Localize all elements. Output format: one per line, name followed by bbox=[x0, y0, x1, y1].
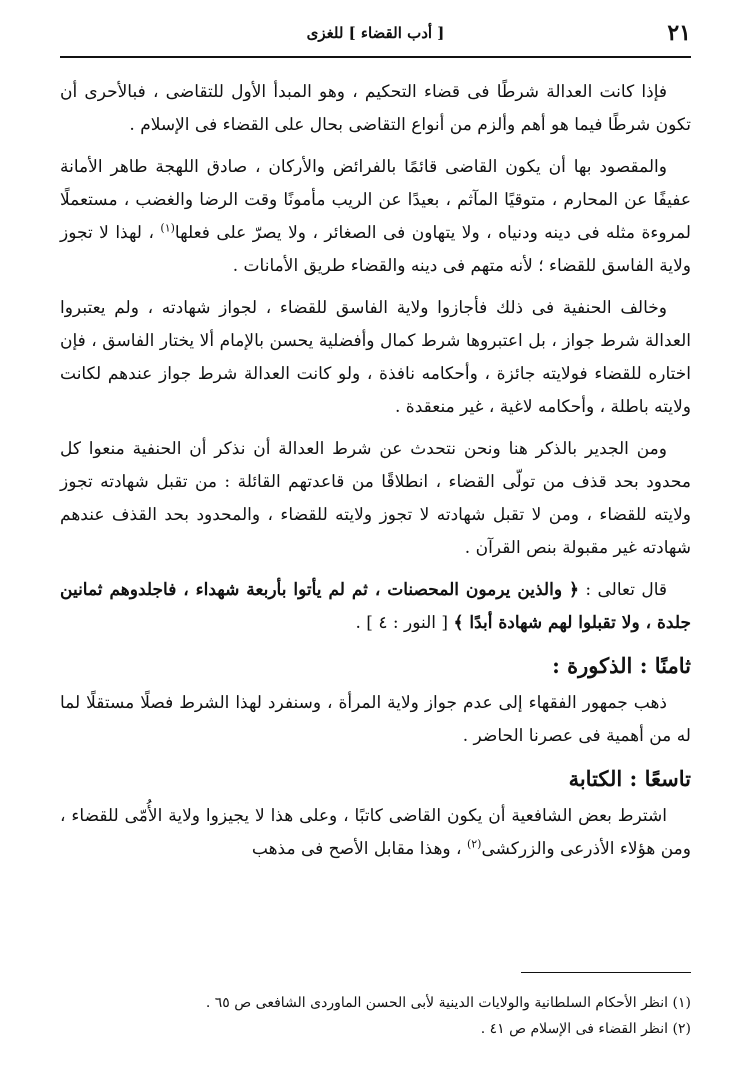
section-text-literacy: اشترط بعض الشافعية أن يكون القاضى كاتبًا ، وعلى هذا لا يجيزوا ولاية الأُمّى للقضاء ، ومن هؤلاء الأذرعى والزركشى$^{(٢)}$ ، وهذا مقابل الأصح فى مذهب bbox=[60, 806, 691, 859]
footnote-rule bbox=[521, 972, 691, 973]
footnotes bbox=[60, 990, 691, 1042]
section-heading-literacy: تاسعًا : الكتابة bbox=[568, 766, 691, 791]
paragraph-2: والمقصود بها أن يكون القاضى قائمًا بالفرائض والأركان ، صادق اللهجة طاهر الأمانة عفيفًا عن المحارم ، متوقيًا المآثم ، بعيدًا عن الريب مأمونًا وقت الرضا والغضب ، مستعملًا لمروءة مثله فى دينه ودنياه ، ولا يتهاون فى الصغائر ، ولا يصرّ على فعلها$^{(١)}$ ، لهذا لا تجوز ولاية الفاسق للقضاء ؛ لأنه متهم فى دينه والقضاء طريق الأمانات . bbox=[60, 157, 691, 276]
section-heading-masculinity: ثامنًا : الذكورة : bbox=[552, 653, 691, 678]
paragraph-3: وخالف الحنفية فى ذلك فأجازوا ولاية الفاسق للقضاء ، لجواز شهادته ، ولم يعتبروا العدالة شرط جواز ، بل اعتبروها شرط كمال وأفضلية يحسن بالإمام ألا يختار الفاسق ، فإن اختاره للقضاء فولايته جائزة ، وأحكامه نافذة ، ولو كانت العدالة شرط جواز عندهم لكانت ولايته باطلة ، وأحكامه لاغية ، غير منعقدة . bbox=[60, 298, 691, 417]
footnote-2: (٢) انظر القضاء فى الإسلام ص ٤١ . bbox=[480, 1021, 691, 1037]
page-header bbox=[60, 18, 691, 48]
running-title: [ أدب القضاء ] للغزى bbox=[306, 24, 445, 42]
footnote-ref-2: (٢) bbox=[466, 837, 482, 851]
footnote-ref-1: (١) bbox=[160, 221, 175, 235]
paragraph-1: فإذا كانت العدالة شرطًا فى قضاء التحكيم ، وهو المبدأ الأول للتقاضى ، فبالأحرى أن تكون شرطًا فيما هو أهم وألزم من أنواع التقاضى بحال على القضاء فى الإسلام . bbox=[60, 82, 691, 135]
verse-reference: [ النور : ٤ ] . bbox=[355, 613, 449, 633]
body-text bbox=[60, 76, 691, 875]
section-text-masculinity: ذهب جمهور الفقهاء إلى عدم جواز ولاية المرأة ، وسنفرد لهذا الشرط فصلًا مستقلًا لما له من أهمية فى عصرنا الحاضر . bbox=[60, 693, 691, 746]
header-rule bbox=[60, 56, 691, 58]
paragraph-5: قال تعالى : ﴿ والذين يرمون المحصنات ، ثم لم يأتوا بأربعة شهداء ، فاجلدوهم ثمانين جلدة ، ولا تقبلوا لهم شهادة أبدًا ﴾ [ النور : ٤ ] . bbox=[60, 580, 691, 633]
footnote-1: (١) انظر الأحكام السلطانية والولايات الدينية لأبى الحسن الماوردى الشافعى ص ٦٥ . bbox=[205, 995, 691, 1011]
paragraph-4: ومن الجدير بالذكر هنا ونحن نتحدث عن شرط العدالة أن نذكر أن الحنفية منعوا كل محدود بحد قذف من تولّى القضاء ، انطلاقًا من قاعدتهم القائلة : من تقبل شهادته تجوز ولايته للقضاء ، ومن لا تقبل شهادته لا تجوز ولايته للقضاء ، والمحدود بحد القذف عندهم شهادته غير مقبولة بنص القرآن . bbox=[60, 439, 691, 558]
quran-verse: ﴿ والذين يرمون المحصنات ، ثم لم يأتوا بأربعة شهداء ، فاجلدوهم ثمانين جلدة ، ولا تقبلوا لهم شهادة أبدًا ﴾ bbox=[60, 580, 691, 633]
page-number: ٢١ bbox=[667, 20, 691, 46]
